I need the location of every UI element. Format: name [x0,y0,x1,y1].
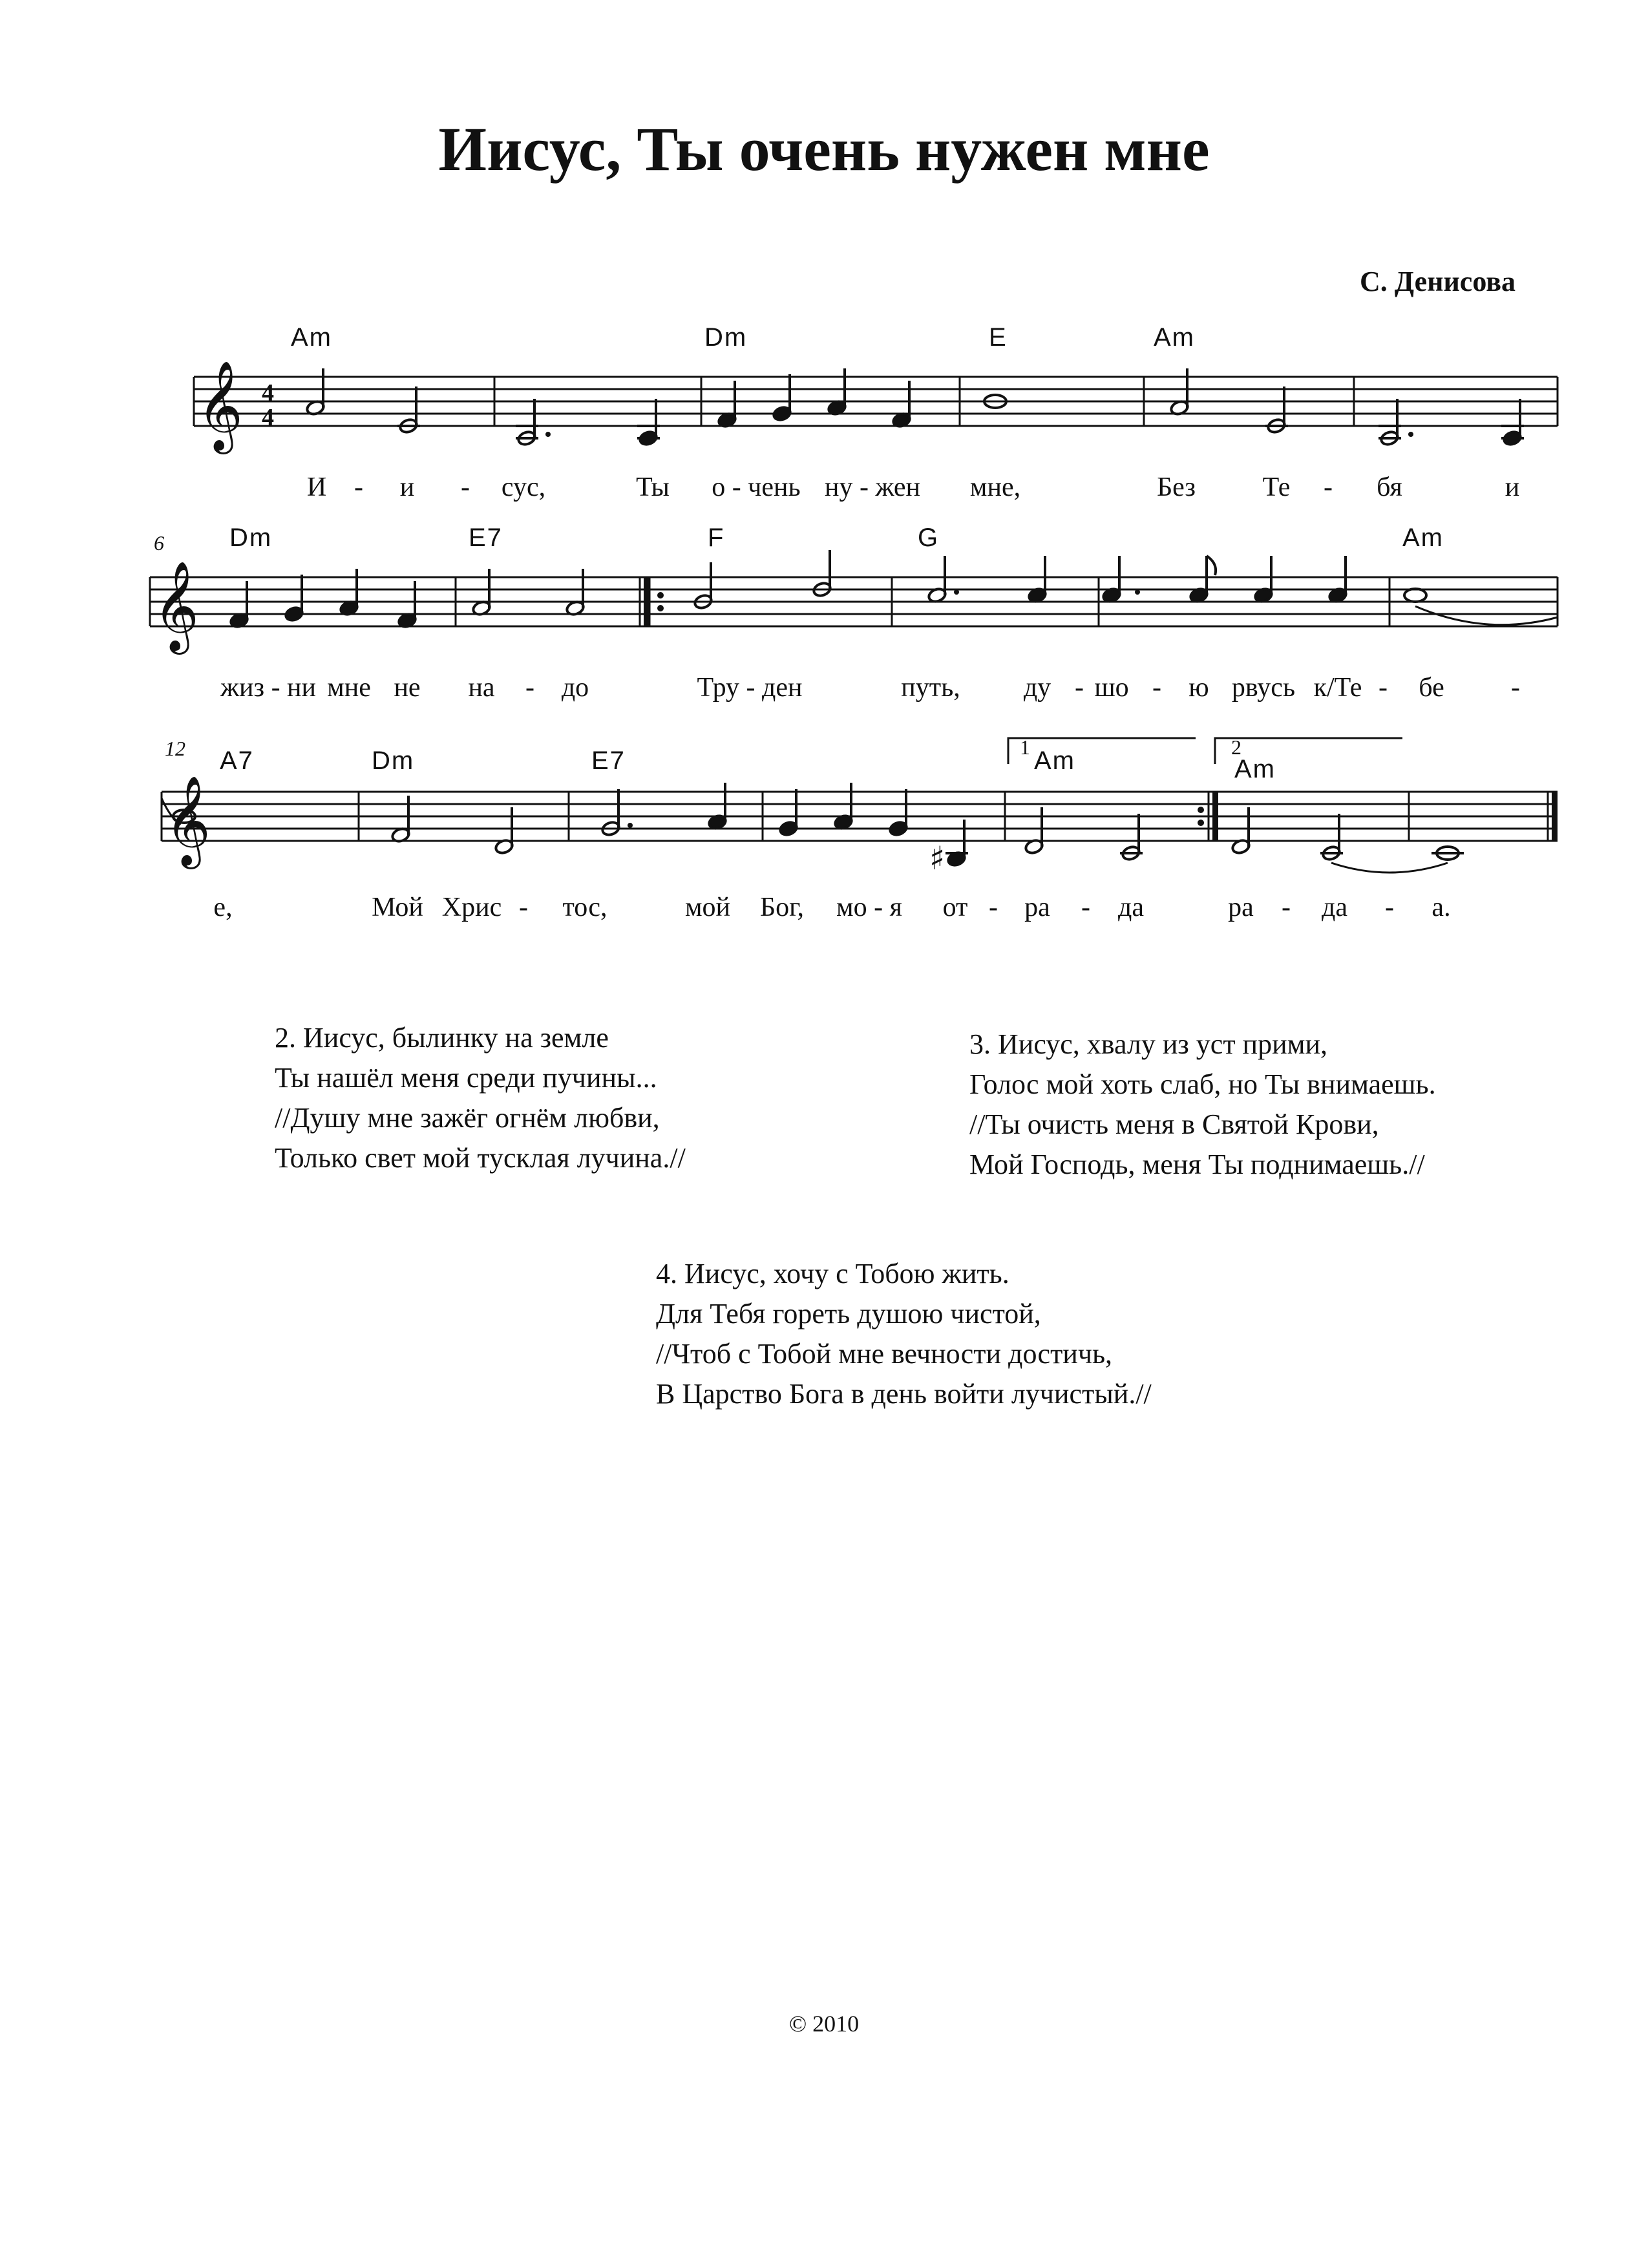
repeat-barline [1212,792,1218,841]
chord-symbol: E7 [469,524,503,552]
lyric-syllable: тос, [562,893,607,922]
lyric-syllable: Ты [636,472,670,502]
tie [1331,863,1448,873]
final-barline [1552,792,1558,841]
lyric-syllable: о - чень [712,472,801,502]
measure-number: 12 [165,737,185,760]
verse-line: //Ты очисть меня в Святой Крови, [969,1108,1379,1140]
time-signature: 4 [262,379,274,407]
volta-number: 2 [1231,736,1241,759]
lyric-syllable: е, [213,893,233,922]
verse-3 [969,1024,1436,1185]
verse-line: Голос мой хоть слаб, но Ты внимаешь. [969,1068,1436,1100]
chord-symbol: G [918,524,940,552]
lyric-syllable: - [989,893,998,922]
lyric-syllable: и [1505,472,1520,502]
dot [1408,432,1413,437]
verse-line: Ты нашёл меня среди пучины... [275,1062,657,1094]
repeat-dot [657,605,664,611]
whole-note [1404,589,1426,602]
music-staff [0,323,1648,452]
lyric-syllable: до [561,673,589,703]
chord-symbol: A7 [220,747,254,775]
lyric-syllable: Бог, [759,893,805,922]
verse-line: //Чтоб с Тобой мне вечности достичь, [656,1338,1113,1370]
chord-symbol: F [708,524,725,552]
repeat-barline [644,577,650,626]
time-signature: 4 [262,404,274,431]
chord-symbol: Am [291,323,332,352]
treble-clef: 𝄞 [165,776,211,865]
lyric-syllable: ю [1188,673,1209,703]
lyric-syllable: Тру - ден [697,673,803,703]
lyric-syllable: бя [1377,472,1402,502]
lyric-syllable: - [1075,673,1084,703]
song-title: Иисус, Ты очень нужен мне [438,114,1210,184]
lyric-syllable: - [1324,472,1333,502]
lyric-syllable: да [1321,893,1348,922]
lyric-syllable: И [306,472,327,502]
composer-credit: С. Денисова [1359,266,1516,297]
music-staff [0,737,1648,879]
lyric-syllable: и [399,472,415,502]
lyric-syllable: жиз - ни [220,673,317,703]
verse-2 [275,1018,686,1178]
sharp-accidental: ♯ [929,840,945,877]
lyric-syllable: да [1117,893,1145,922]
verse-line: 4. Иисус, хочу с Тобою жить. [656,1258,1009,1289]
dot [545,432,551,437]
treble-clef: 𝄞 [197,361,243,450]
repeat-dot [1198,807,1204,813]
music-staff [0,524,1648,653]
dot [628,823,633,828]
lyric-syllable: ра [1228,893,1254,922]
repeat-dot [1198,820,1204,826]
volta-bracket [1215,738,1402,764]
lyric-syllable: на [468,673,495,703]
chord-symbol: Am [1154,323,1195,352]
lyric-syllable: - [354,472,363,502]
lyric-syllable: Те [1262,472,1291,502]
lyric-syllable: шо [1094,673,1129,703]
verse-line: //Душу мне зажёг огнём любви, [275,1102,660,1134]
staff-system-1 [0,323,1648,517]
chord-symbol: Dm [229,524,273,552]
volta-number: 1 [1020,736,1030,759]
lyric-syllable: рвусь [1231,673,1296,703]
chord-symbol: Am [1034,747,1075,775]
lyric-syllable: мой [684,893,731,922]
treble-clef: 𝄞 [153,561,199,651]
lyric-syllable: мне [327,673,371,703]
tie [1415,606,1558,625]
lyric-syllable: Мой [372,893,423,922]
lyric-syllable: - [1385,893,1394,922]
staff-system-3 [0,737,1648,944]
lyric-syllable: - [525,673,534,703]
dot [1135,589,1140,595]
lyric-syllable: ра [1024,893,1050,922]
repeat-dot [657,592,664,599]
lyric-syllable: - [461,472,470,502]
lyric-syllable: ду [1023,673,1051,703]
verse-line: Для Тебя гореть душою чистой, [656,1298,1041,1330]
lyric-syllable: - [1081,893,1090,922]
verse-line: В Царство Бога в день войти лучистый.// [656,1378,1152,1410]
lyric-syllable: бе [1419,673,1444,703]
lyric-syllable: - [1282,893,1291,922]
dot [954,589,959,595]
lyric-syllable: к/Те [1313,673,1362,703]
verse-4 [656,1254,1152,1414]
chord-symbol: E7 [591,747,626,775]
chord-symbol: Dm [372,747,415,775]
lyric-syllable: - [519,893,528,922]
lyric-syllable: а. [1431,893,1451,922]
lyric-syllable: Хрис [441,893,502,922]
verse-line: 2. Иисус, былинку на земле [275,1022,609,1054]
verse-line: Мой Господь, меня Ты поднимаешь.// [969,1149,1425,1180]
chord-symbol: Am [1234,755,1276,783]
lyric-syllable: мо - я [836,893,902,922]
chord-symbol: Am [1402,524,1444,552]
measure-number: 6 [154,531,164,555]
verse-line: Только свет мой тусклая лучина.// [275,1142,686,1174]
lyric-syllable: Без [1157,472,1196,502]
lyric-syllable: - [1152,673,1161,703]
lyric-syllable: - [1379,673,1388,703]
volta-bracket [1008,738,1196,764]
lyric-syllable: - [1511,673,1520,703]
staff-system-2 [0,524,1648,717]
lyric-syllable: путь, [901,673,960,703]
copyright-notice: © 2010 [788,2011,860,2037]
lyric-syllable: не [394,673,421,703]
verse-line: 3. Иисус, хвалу из уст прими, [969,1028,1328,1060]
chord-symbol: E [989,323,1008,352]
lyric-syllable: мне, [969,472,1021,502]
lyric-syllable: сус, [501,472,546,502]
lyric-syllable: ну - жен [824,472,921,502]
lyric-syllable: от [942,893,968,922]
chord-symbol: Dm [704,323,748,352]
